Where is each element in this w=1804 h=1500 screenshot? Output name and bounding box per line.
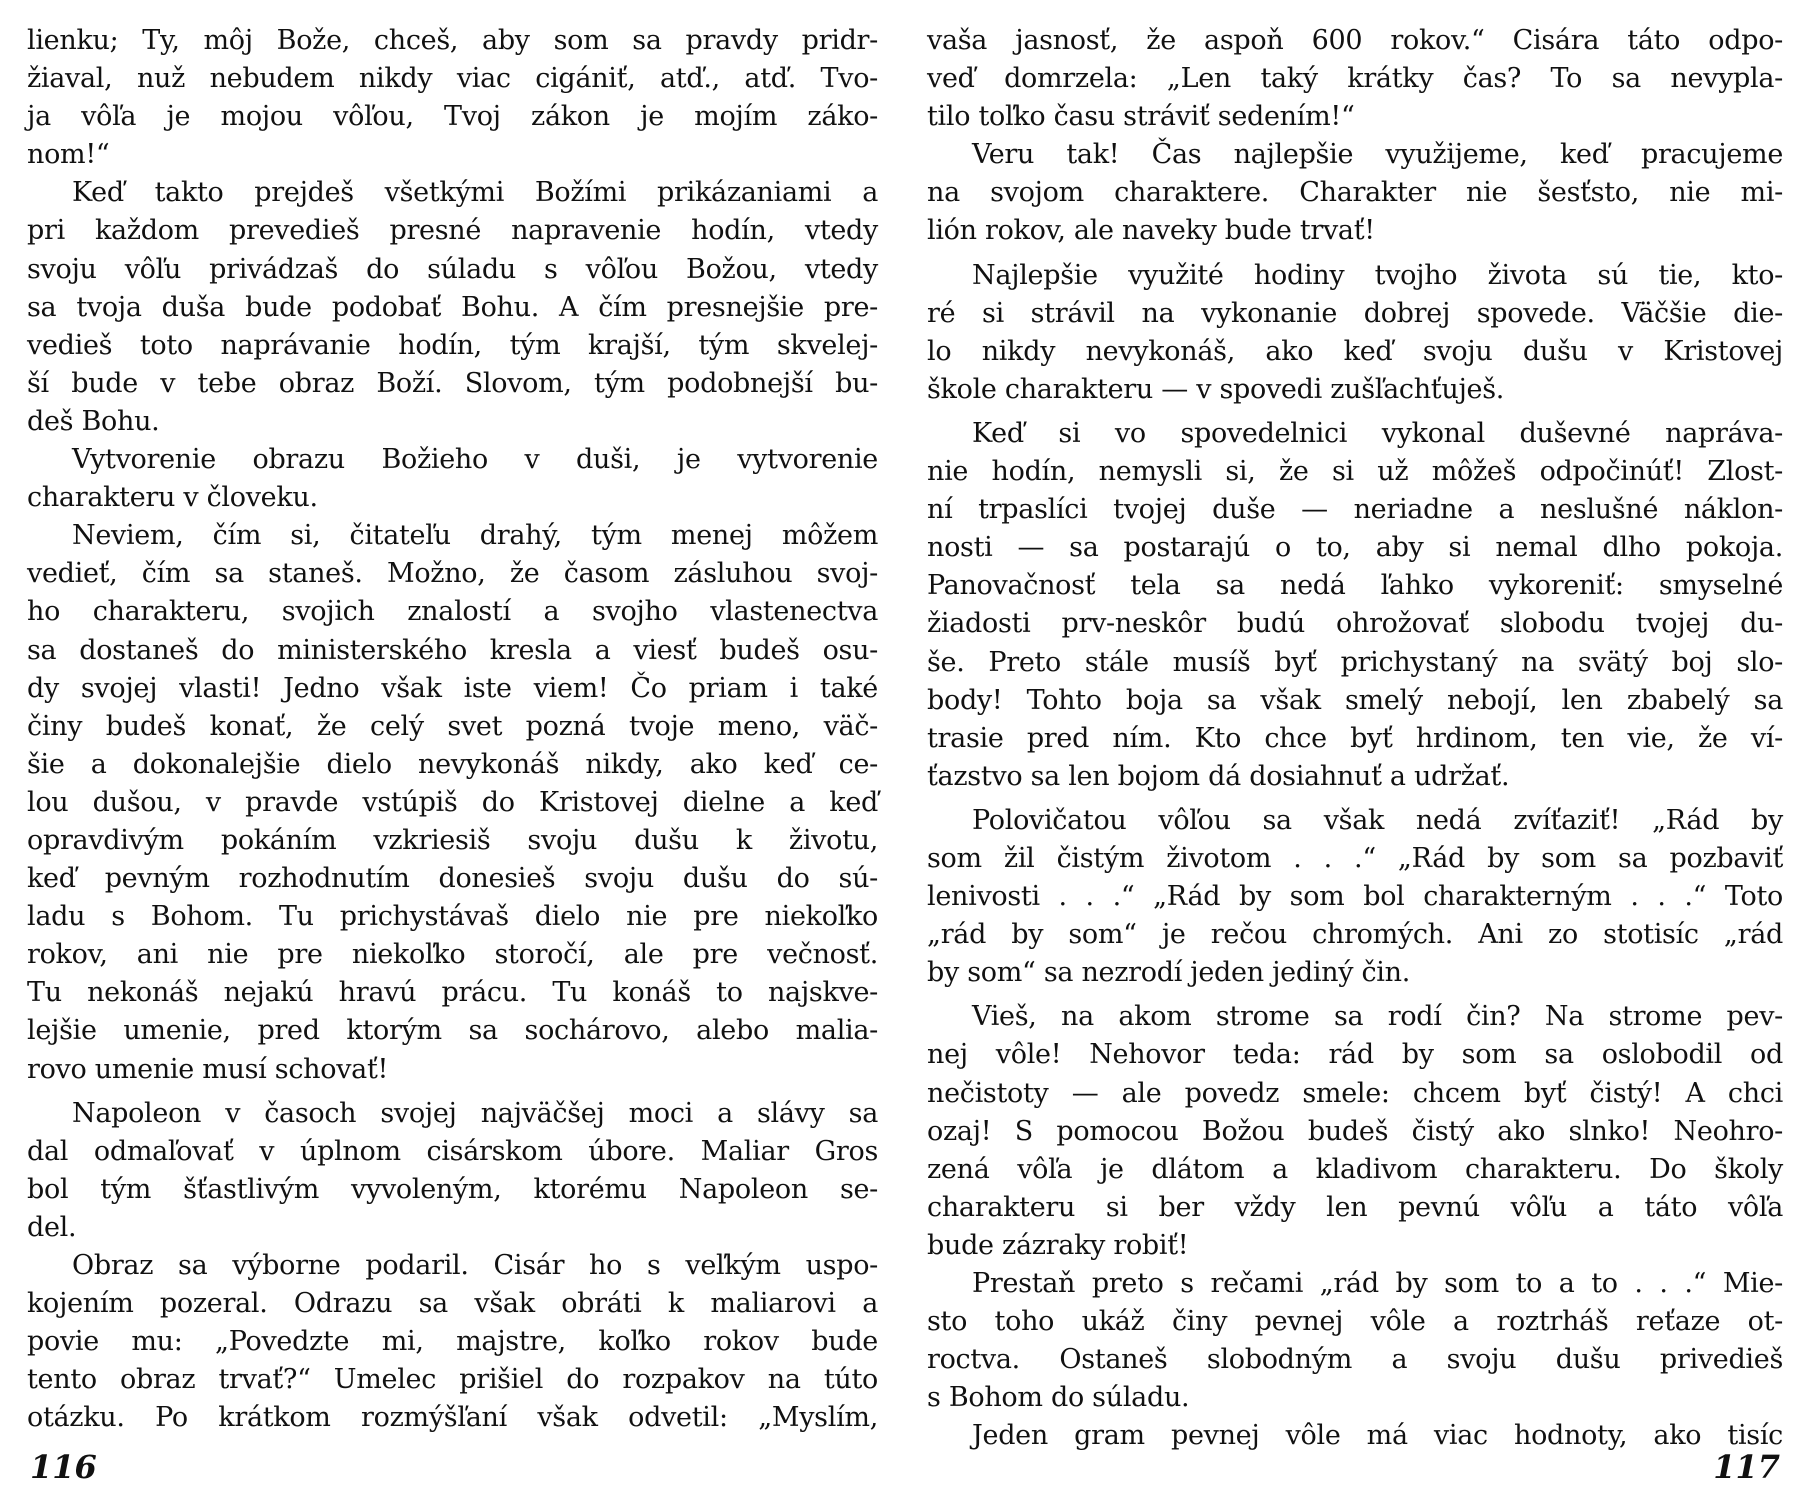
text-line: žiadosti prv-neskôr budú ohrožovať slobodu tvojej du-	[927, 608, 1783, 640]
text-line: by som“ sa nezrodí jeden jediný čin.	[927, 957, 1411, 989]
text-line: trasie pred ním. Kto chce byť hrdinom, ten vie, že ví-	[927, 722, 1783, 754]
text-line: šie a dokonalejšie dielo nevykonáš nikdy, ako keď ce-	[27, 748, 878, 780]
text-line: Panovačnosť tela sa nedá ľahko vykoreniť: smyselné	[927, 570, 1783, 602]
text-line: som žil čistým životom . . .“ „Rád by som sa pozbaviť	[927, 842, 1783, 874]
text-line: vedieť, čím sa staneš. Možno, že časom zásluhou svoj-	[27, 558, 878, 590]
paragraph-start-line: Keď si vo spovedelnici vykonal duševné napráva-	[972, 417, 1783, 449]
text-line: činy budeš konať, že celý svet pozná tvoje meno, väč-	[27, 710, 878, 742]
paragraph-start-line: Jeden gram pevnej vôle má viac hodnoty, ako tisíc	[972, 1420, 1783, 1452]
text-line: bol tým šťastlivým vyvoleným, ktorému Napoleon se-	[27, 1173, 878, 1205]
text-line: lienku; Ty, môj Bože, chceš, aby som sa pravdy pridr-	[27, 25, 878, 56]
text-line: sa dostaneš do ministerského kresla a viesť budeš osu-	[27, 634, 878, 666]
text-line: ré si strávil na vykonanie dobrej spovede. Väčšie die-	[927, 297, 1783, 329]
left-page-text	[27, 22, 878, 1437]
text-line: ní trpaslíci tvojej duše — neriadne a neslušné náklon-	[927, 494, 1783, 526]
right-page-text	[927, 22, 1783, 1455]
text-line: nom!“	[27, 139, 110, 171]
text-line: nosti — sa postarajú o to, aby si nemal dlho pokoja.	[927, 532, 1783, 564]
text-line: tento obraz trvať?“ Umelec prišiel do rozpakov na túto	[27, 1364, 878, 1396]
text-line: nečistoty — ale povedz smele: chcem byť čistý! A chci	[927, 1077, 1783, 1109]
text-line: Tu nekonáš nejakú hravú prácu. Tu konáš to najskve-	[27, 977, 878, 1009]
text-line: ší bude v tebe obraz Boží. Slovom, tým podobnejší bu-	[27, 367, 878, 399]
text-line: ťazstvo sa len bojom dá dosiahnuť a udržať.	[927, 760, 1510, 792]
text-line: otázku. Po krátkom rozmýšľaní však odvetil: „Myslím,	[27, 1402, 878, 1434]
text-line: lión rokov, ale naveky bude trvať!	[927, 215, 1375, 247]
text-line: sto toho ukáž činy pevnej vôle a roztrháš reťaze ot-	[927, 1306, 1783, 1338]
text-line: sa tvoja duša bude podobať Bohu. A čím presnejšie pre-	[27, 291, 878, 323]
text-line: lou dušou, v pravde vstúpiš do Kristovej dielne a keď	[27, 786, 878, 818]
text-line: lenivosti . . .“ „Rád by som bol charakterným . . .“ Toto	[927, 881, 1783, 913]
page-number-right: 117	[1713, 1448, 1780, 1486]
text-line: škole charakteru — v spovedi zušľachťuješ.	[927, 373, 1505, 405]
text-line: body! Tohto boja sa však smelý nebojí, len zbabelý sa	[927, 684, 1783, 716]
text-line: nie hodín, nemysli si, že si už môžeš odpočinúť! Zlost-	[927, 456, 1783, 488]
paragraph-start-line: Obraz sa výborne podaril. Cisár ho s veľkým uspo-	[72, 1250, 878, 1281]
paragraph-start-line: Prestaň preto s rečami „rád by som to a to . . .“ Mie-	[972, 1268, 1783, 1299]
paragraph-start-line: Najlepšie využité hodiny tvojho života sú tie, kto-	[972, 259, 1783, 291]
text-line: pri každom prevedieš presné napravenie hodín, vtedy	[27, 215, 878, 247]
text-line: rovo umenie musí schovať!	[27, 1053, 389, 1085]
text-line: roctva. Ostaneš slobodným a svoju dušu privedieš	[927, 1344, 1783, 1376]
text-line: charakteru v človeku.	[27, 482, 318, 514]
text-line: deš Bohu.	[27, 405, 160, 437]
text-line: dy svojej vlasti! Jedno však iste viem! Čo priam i také	[27, 672, 878, 704]
text-line: svoju vôľu privádzaš do súladu s vôľou Božou, vtedy	[27, 253, 878, 285]
paragraph-start-line: Keď takto prejdeš všetkými Božími prikázaniami a	[72, 177, 878, 209]
text-line: veď domrzela: „Len taký krátky čas? To sa nevypla-	[927, 63, 1783, 95]
text-line: ozaj! S pomocou Božou budeš čistý ako slnko! Neohro-	[927, 1115, 1783, 1147]
paragraph-start-line: Napoleon v časoch svojej najväčšej moci a slávy sa	[72, 1097, 878, 1129]
text-line: kojením pozeral. Odrazu sa však obráti k maliarovi a	[27, 1288, 878, 1320]
text-line: žiaval, nuž nebudem nikdy viac cigániť, atď., atď. Tvo-	[27, 63, 878, 95]
text-line: dal odmaľovať v úplnom cisárskom úbore. Maliar Gros	[27, 1135, 878, 1167]
text-line: tilo toľko času stráviť sedením!“	[927, 101, 1355, 133]
paragraph-start-line: Neviem, čím si, čitateľu drahý, tým menej môžem	[72, 520, 878, 552]
text-line: povie mu: „Povedzte mi, majstre, koľko rokov bude	[27, 1326, 878, 1358]
text-line: zená vôľa je dlátom a kladivom charakteru. Do školy	[927, 1153, 1783, 1185]
paragraph-start-line: Vieš, na akom strome sa rodí čin? Na strome pev-	[972, 1001, 1783, 1033]
text-line: vedieš toto naprávanie hodín, tým krajší, tým skvelej-	[27, 329, 878, 361]
text-line: opravdivým pokáním vzkriesiš svoju dušu k životu,	[27, 824, 878, 856]
paragraph-start-line: Veru tak! Čas najlepšie využijeme, keď pracujeme	[972, 139, 1783, 171]
paragraph-start-line: Polovičatou vôľou sa však nedá zvíťaziť! „Rád by	[972, 804, 1783, 836]
text-line: lejšie umenie, pred ktorým sa sochárovo, alebo malia-	[27, 1015, 878, 1047]
text-line: na svojom charaktere. Charakter nie šesťsto, nie mi-	[927, 177, 1783, 209]
paragraph-start-line: Vytvorenie obrazu Božieho v duši, je vytvorenie	[72, 444, 878, 476]
text-line: s Bohom do súladu.	[927, 1382, 1190, 1414]
text-line: ladu s Bohom. Tu prichystávaš dielo nie pre niekoľko	[27, 901, 878, 933]
text-line: del.	[27, 1211, 77, 1243]
text-line: vaša jasnosť, že aspoň 600 rokov.“ Cisára táto odpo-	[927, 25, 1783, 56]
text-line: bude zázraky robiť!	[927, 1229, 1189, 1261]
text-line: charakteru si ber vždy len pevnú vôľu a táto vôľa	[927, 1191, 1783, 1223]
text-line: lo nikdy nevykonáš, ako keď svoju dušu v Kristovej	[927, 335, 1783, 367]
text-line: ja vôľa je mojou vôľou, Tvoj zákon je mojím záko-	[27, 101, 878, 133]
text-line: rokov, ani nie pre niekoľko storočí, ale pre večnosť.	[27, 939, 878, 971]
text-line: keď pevným rozhodnutím donesieš svoju dušu do sú-	[27, 863, 878, 895]
text-line: še. Preto stále musíš byť prichystaný na svätý boj slo-	[927, 646, 1783, 678]
text-line: „rád by som“ je rečou chromých. Ani zo stotisíc „rád	[927, 919, 1783, 951]
page-number-left: 116	[30, 1448, 97, 1486]
text-line: ho charakteru, svojich znalostí a svojho vlastenectva	[27, 596, 878, 628]
text-line: nej vôle! Nehovor teda: rád by som sa oslobodil od	[927, 1039, 1783, 1071]
